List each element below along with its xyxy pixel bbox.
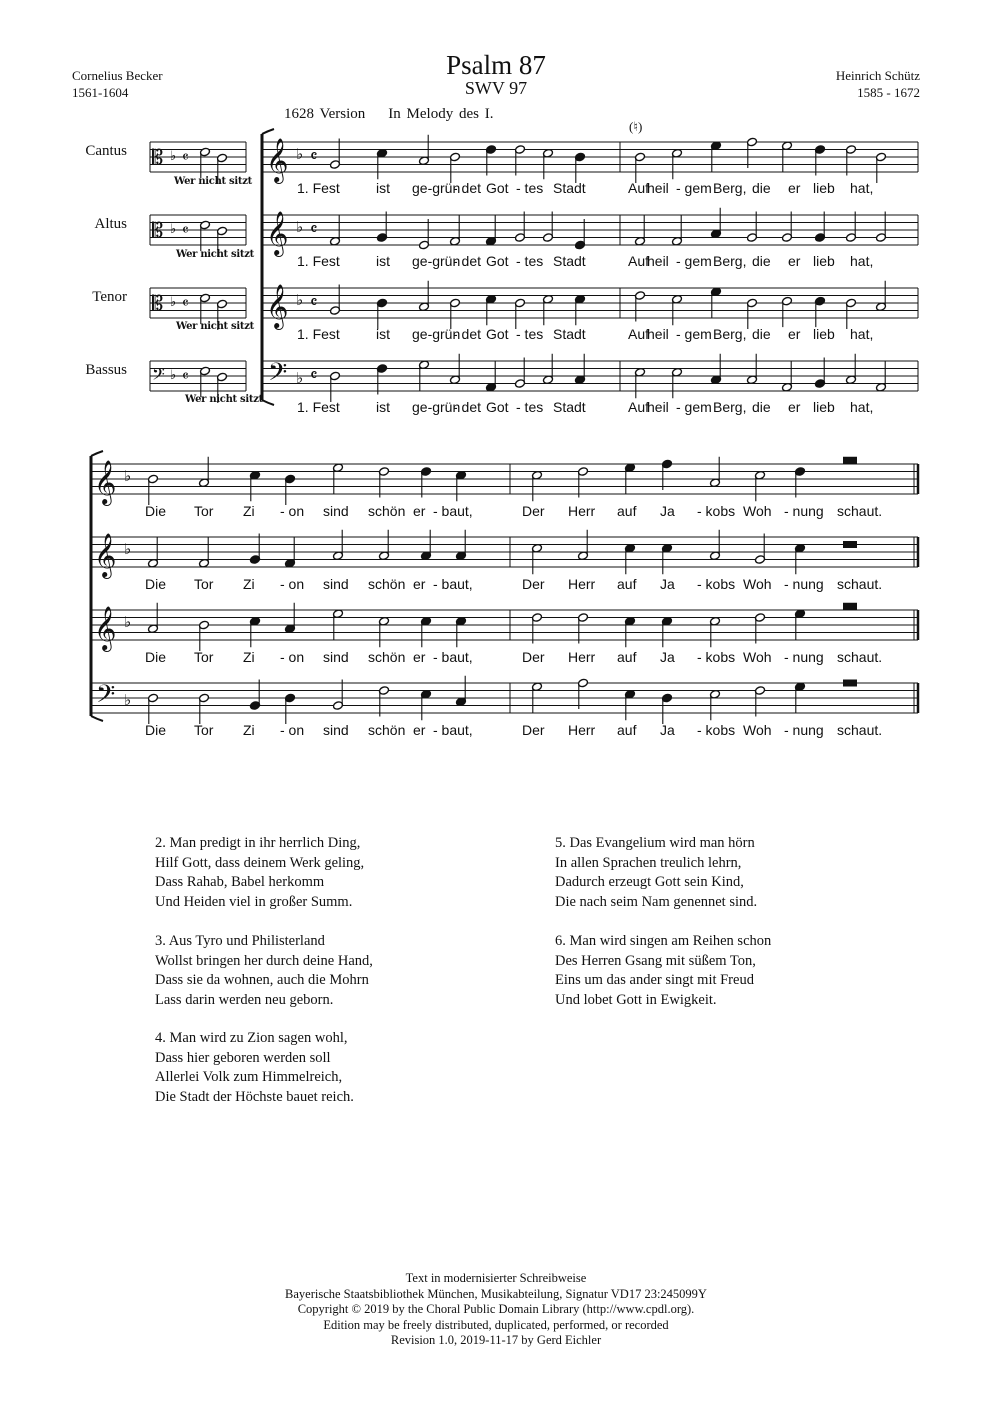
lyric-syllable-system1-bassus: hat,: [850, 399, 874, 415]
incipit-text-cantus: Wer nicht sitzt: [174, 176, 252, 187]
lyric-syllable-system2-tenor: sind: [323, 649, 349, 665]
lyric-syllable-system1-tenor: Auf: [628, 326, 650, 342]
lyric-syllable-system1-bassus: Got: [486, 399, 509, 415]
incipit-text-bassus: Wer nicht sitzt: [185, 394, 263, 405]
lyric-syllable-system2-tenor: Der: [522, 649, 545, 665]
lyric-syllable-system2-bassus: schaut.: [837, 722, 883, 738]
common-time-icon: 𝄴: [182, 221, 189, 239]
lyric-syllable-system2-tenor: schön: [368, 649, 406, 665]
incipit-clef-icon: 𝄡: [152, 218, 164, 242]
lyric-syllable-system2-cantus: schön: [368, 503, 406, 519]
common-time-icon: 𝄴: [182, 148, 189, 166]
lyric-syllable-system1-tenor: ge-grün: [412, 326, 461, 342]
lyric-syllable-system1-cantus: ist: [376, 180, 390, 196]
verse-4: 4. Man wird zu Zion sagen wohl, Dass hier geboren werden soll Allerlei Volk zum Himmelreich, Die Stadt der Höchste bauet reich.: [155, 1030, 354, 1105]
verse-3: 3. Aus Tyro und Philisterland Wollst bringen her durch deine Hand, Dass sie da wohnen, auch die Mohrn Lass darin werden neu geborn.: [155, 933, 373, 1008]
lyric-syllable-system1-altus: ge-grün: [412, 253, 461, 269]
lyric-syllable-system1-cantus: die: [752, 180, 771, 196]
bass-clef-icon: 𝄢: [268, 358, 288, 393]
lyric-syllable-system2-cantus: schaut.: [837, 503, 883, 519]
bracket-hook: [262, 129, 274, 134]
lyric-syllable-system1-tenor: Berg,: [713, 326, 747, 342]
lyric-syllable-system2-tenor: Herr: [568, 649, 596, 665]
lyric-syllable-system2-tenor: Tor: [194, 649, 214, 665]
flat-icon: ♭: [170, 368, 177, 383]
voice-label-bassus: Bassus: [85, 362, 127, 378]
lyric-syllable-system2-cantus: - nung: [784, 503, 824, 519]
lyric-syllable-system2-cantus: - on: [280, 503, 305, 519]
footer-source: Bayerische Staatsbibliothek München, Musikabteilung, Signatur VD17 23:245099Y: [285, 1286, 707, 1301]
lyric-syllable-system2-altus: - kobs: [697, 576, 736, 592]
lyric-syllable-system2-cantus: sind: [323, 503, 349, 519]
lyric-syllable-system1-tenor: Got: [486, 326, 509, 342]
treble-clef-icon: 𝄞: [266, 211, 289, 255]
lyric-syllable-system2-tenor: - baut,: [433, 649, 473, 665]
lyric-syllable-system1-tenor: - det: [453, 326, 482, 342]
treble-clef-icon: 𝄞: [94, 606, 117, 650]
lyric-syllable-system2-bassus: auf: [617, 722, 637, 738]
lyric-syllable-system2-altus: Der: [522, 576, 545, 592]
lyric-syllable-system2-cantus: Herr: [568, 503, 596, 519]
lyric-syllable-system1-altus: die: [752, 253, 771, 269]
lyric-syllable-system1-bassus: Stadt: [553, 399, 586, 415]
lyric-syllable-system2-altus: - baut,: [433, 576, 473, 592]
bracket-hook: [91, 451, 103, 456]
lyric-syllable-system2-altus: Herr: [568, 576, 596, 592]
lyric-syllable-system2-cantus: er: [413, 503, 426, 519]
verse-6: 6. Man wird singen am Reihen schon Des Herren Gsang mit süßem Ton, Eins um das ander singt mit Freud Und lobet Gott in Ewigkeit.: [555, 933, 772, 1008]
lyric-syllable-system1-altus: heil: [647, 253, 669, 269]
lyric-syllable-system1-tenor: - gem: [676, 326, 712, 342]
lyric-syllable-system2-tenor: Zi: [243, 649, 255, 665]
flat-icon: ♭: [170, 295, 177, 310]
lyric-syllable-system2-bassus: Herr: [568, 722, 596, 738]
lyric-syllable-system2-cantus: Tor: [194, 503, 214, 519]
lyric-syllable-system2-cantus: - kobs: [697, 503, 736, 519]
lyric-syllable-system1-altus: lieb: [813, 253, 835, 269]
bracket-hook: [262, 400, 274, 405]
lyric-syllable-system1-altus: 1. Fest: [297, 253, 340, 269]
lyric-syllable-system1-altus: hat,: [850, 253, 874, 269]
lyric-syllable-system1-cantus: er: [788, 180, 801, 196]
lyric-syllable-system2-bassus: Tor: [194, 722, 214, 738]
lyric-syllable-system1-tenor: 1. Fest: [297, 326, 340, 342]
flat-icon: ♭: [170, 222, 177, 237]
lyric-syllable-system2-bassus: Zi: [243, 722, 255, 738]
lyric-syllable-system1-tenor: heil: [647, 326, 669, 342]
flat-icon: ♭: [124, 613, 132, 631]
lyric-syllable-system2-tenor: schaut.: [837, 649, 883, 665]
composer-dates: 1585 - 1672: [857, 85, 920, 100]
lyric-syllable-system2-tenor: Die: [145, 649, 167, 665]
flat-icon: ♭: [296, 369, 304, 387]
lyric-syllable-system2-cantus: auf: [617, 503, 637, 519]
treble-clef-icon: 𝄞: [94, 533, 117, 577]
lyric-syllable-system2-bassus: - on: [280, 722, 305, 738]
lyric-syllable-system2-altus: er: [413, 576, 426, 592]
lyric-syllable-system2-bassus: - nung: [784, 722, 824, 738]
lyric-syllable-system1-bassus: ist: [376, 399, 390, 415]
lyric-syllable-system2-altus: Zi: [243, 576, 255, 592]
lyric-syllable-system2-altus: - on: [280, 576, 305, 592]
lyric-syllable-system2-bassus: Der: [522, 722, 545, 738]
lyric-syllable-system2-tenor: er: [413, 649, 426, 665]
lyric-syllable-system1-bassus: Berg,: [713, 399, 747, 415]
lyric-syllable-system2-tenor: Ja: [660, 649, 675, 665]
lyric-syllable-system1-tenor: ist: [376, 326, 390, 342]
voice-label-tenor: Tenor: [92, 289, 127, 305]
lyric-syllable-system1-cantus: heil: [647, 180, 669, 196]
lyric-syllable-system1-altus: - det: [453, 253, 482, 269]
lyric-syllable-system2-bassus: Woh: [743, 722, 772, 738]
breve-note: [843, 680, 857, 687]
footer-text-note: Text in modernisierter Schreibweise: [405, 1271, 587, 1285]
lyric-syllable-system1-altus: - gem: [676, 253, 712, 269]
lyric-syllable-system1-altus: Auf: [628, 253, 650, 269]
footer-revision: Revision 1.0, 2019-11-17 by Gerd Eichler: [390, 1333, 602, 1347]
lyric-syllable-system1-tenor: er: [788, 326, 801, 342]
lyric-syllable-system2-cantus: - baut,: [433, 503, 473, 519]
treble-clef-icon: 𝄞: [266, 284, 289, 328]
lyric-syllable-system2-tenor: auf: [617, 649, 637, 665]
lyric-syllable-system2-altus: Tor: [194, 576, 214, 592]
lyric-syllable-system1-bassus: - det: [453, 399, 482, 415]
lyric-syllable-system1-bassus: - tes: [516, 399, 544, 415]
flat-icon: ♭: [170, 149, 177, 164]
treble-clef-icon: 𝄞: [266, 138, 289, 182]
lyric-syllable-system1-bassus: Auf: [628, 399, 650, 415]
voice-label-cantus: Cantus: [85, 143, 127, 159]
lyric-syllable-system2-altus: sind: [323, 576, 349, 592]
common-time-icon: 𝄴: [310, 366, 318, 386]
lyric-syllable-system1-altus: - tes: [516, 253, 544, 269]
flat-icon: ♭: [124, 691, 132, 709]
lyric-syllable-system1-altus: Got: [486, 253, 509, 269]
flat-icon: ♭: [124, 467, 132, 485]
breve-note: [843, 457, 857, 464]
incipit-clef-icon: 𝄢: [152, 364, 165, 388]
lyric-syllable-system1-bassus: - gem: [676, 399, 712, 415]
lyric-syllable-system2-bassus: er: [413, 722, 426, 738]
lyric-syllable-system1-altus: Stadt: [553, 253, 586, 269]
flat-icon: ♭: [296, 218, 304, 236]
lyric-syllable-system1-cantus: - tes: [516, 180, 544, 196]
footer-license: Edition may be freely distributed, duplicated, performed, or recorded: [323, 1317, 669, 1332]
poet-dates: 1561-1604: [72, 85, 129, 100]
lyric-syllable-system1-altus: ist: [376, 253, 390, 269]
lyric-syllable-system2-cantus: Zi: [243, 503, 255, 519]
lyric-syllable-system1-cantus: Berg,: [713, 180, 747, 196]
breve-note: [843, 541, 857, 548]
footer-credits: [0, 1271, 992, 1349]
editorial-natural-mark: (♮): [629, 119, 643, 134]
lyric-syllable-system2-cantus: Die: [145, 503, 167, 519]
poet-name: Cornelius Becker: [72, 68, 163, 83]
lyric-syllable-system1-tenor: lieb: [813, 326, 835, 342]
lyric-syllable-system2-altus: Ja: [660, 576, 675, 592]
bass-clef-icon: 𝄢: [96, 680, 116, 715]
lyric-syllable-system2-altus: schaut.: [837, 576, 883, 592]
lyric-syllable-system1-bassus: er: [788, 399, 801, 415]
lyric-syllable-system2-altus: - nung: [784, 576, 824, 592]
common-time-icon: 𝄴: [182, 367, 189, 385]
composer-name: Heinrich Schütz: [835, 68, 920, 83]
lyric-syllable-system2-bassus: Die: [145, 722, 167, 738]
common-time-icon: 𝄴: [310, 293, 318, 313]
catalog-number: SWV 97: [464, 78, 528, 98]
lyric-syllable-system1-cantus: - det: [453, 180, 482, 196]
lyric-syllable-system2-tenor: - on: [280, 649, 305, 665]
flat-icon: ♭: [296, 291, 304, 309]
lyric-syllable-system1-cantus: Stadt: [553, 180, 586, 196]
lyric-syllable-system2-bassus: schön: [368, 722, 406, 738]
lyric-syllable-system2-bassus: Ja: [660, 722, 675, 738]
lyric-syllable-system1-cantus: ge-grün: [412, 180, 461, 196]
lyric-syllable-system1-cantus: Got: [486, 180, 509, 196]
lyric-syllable-system2-tenor: Woh: [743, 649, 772, 665]
version-note: 1628 Version In Melody des I.: [284, 106, 494, 122]
incipit-text-tenor: Wer nicht sitzt: [176, 321, 254, 332]
lyric-syllable-system1-tenor: hat,: [850, 326, 874, 342]
breve-note: [843, 603, 857, 610]
lyric-syllable-system1-altus: Berg,: [713, 253, 747, 269]
lyric-syllable-system2-altus: schön: [368, 576, 406, 592]
lyric-syllable-system2-cantus: Woh: [743, 503, 772, 519]
lyric-syllable-system1-tenor: Stadt: [553, 326, 586, 342]
lyric-syllable-system2-cantus: Der: [522, 503, 545, 519]
incipit-text-altus: Wer nicht sitzt: [176, 249, 254, 260]
common-time-icon: 𝄴: [182, 294, 189, 312]
lyric-syllable-system1-cantus: - gem: [676, 180, 712, 196]
lyric-syllable-system1-bassus: 1. Fest: [297, 399, 340, 415]
lyric-syllable-system1-cantus: 1. Fest: [297, 180, 340, 196]
piece-title: Psalm 87: [446, 50, 546, 80]
flat-icon: ♭: [124, 540, 132, 558]
lyric-syllable-system2-altus: Die: [145, 576, 167, 592]
incipit-clef-icon: 𝄡: [152, 145, 164, 169]
lyric-syllable-system2-bassus: - kobs: [697, 722, 736, 738]
common-time-icon: 𝄴: [310, 220, 318, 240]
verse-5: 5. Das Evangelium wird man hörn In allen Sprachen treulich lehrn, Dadurch erzeugt Gott sein Kind, Die nach seim Nam genennet sind.: [555, 835, 758, 910]
treble-clef-icon: 𝄞: [94, 460, 117, 504]
lyric-syllable-system2-tenor: - kobs: [697, 649, 736, 665]
lyric-syllable-system1-tenor: - tes: [516, 326, 544, 342]
common-time-icon: 𝄴: [310, 147, 318, 167]
lyric-syllable-system2-altus: Woh: [743, 576, 772, 592]
voice-label-altus: Altus: [94, 216, 127, 232]
lyric-syllable-system1-cantus: hat,: [850, 180, 874, 196]
lyric-syllable-system1-tenor: die: [752, 326, 771, 342]
flat-icon: ♭: [296, 145, 304, 163]
lyric-syllable-system2-cantus: Ja: [660, 503, 675, 519]
lyric-syllable-system1-cantus: lieb: [813, 180, 835, 196]
bracket-hook: [91, 716, 103, 721]
lyric-syllable-system1-bassus: lieb: [813, 399, 835, 415]
lyric-syllable-system2-bassus: sind: [323, 722, 349, 738]
footer-copyright: Copyright © 2019 by the Choral Public Domain Library (http://www.cpdl.org).: [297, 1302, 695, 1316]
lyric-syllable-system1-bassus: heil: [647, 399, 669, 415]
lyric-syllable-system2-bassus: - baut,: [433, 722, 473, 738]
lyric-syllable-system1-cantus: Auf: [628, 180, 650, 196]
lyric-syllable-system1-bassus: ge-grün: [412, 399, 461, 415]
incipit-clef-icon: 𝄡: [152, 291, 164, 315]
lyric-syllable-system2-tenor: - nung: [784, 649, 824, 665]
verse-2: 2. Man predigt in ihr herrlich Ding, Hilf Gott, dass deinem Werk geling, Dass Rahab, Babel herkomm Und Heiden viel in großer Summ.: [155, 835, 365, 910]
lyric-syllable-system1-altus: er: [788, 253, 801, 269]
lyric-syllable-system2-altus: auf: [617, 576, 637, 592]
lyric-syllable-system1-bassus: die: [752, 399, 771, 415]
